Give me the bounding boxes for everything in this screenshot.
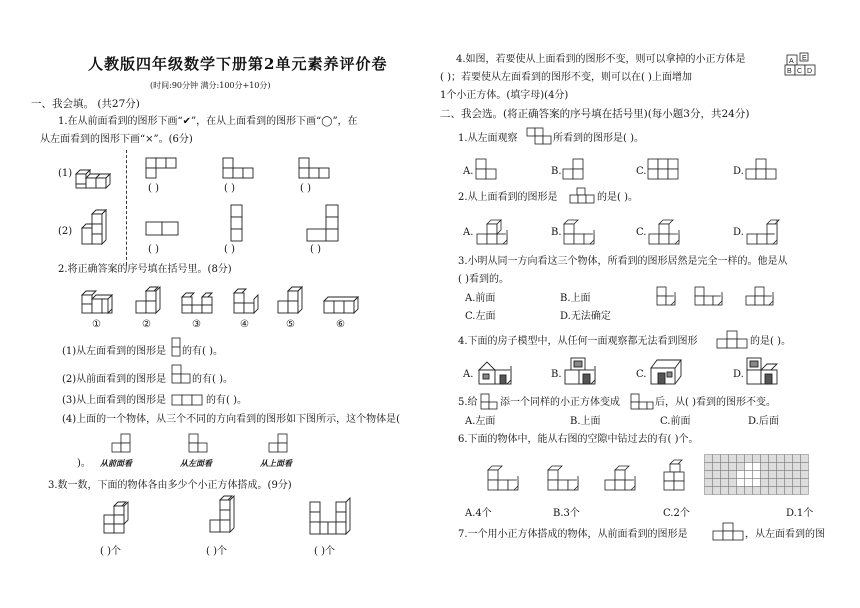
grid-cell bbox=[777, 455, 785, 463]
grid-gap-cell bbox=[745, 463, 753, 471]
grid-cell bbox=[793, 487, 801, 495]
grid-gap-cell bbox=[737, 471, 745, 479]
s2q6-opt-c[interactable]: C.2个 bbox=[663, 508, 690, 519]
grid-cell bbox=[777, 471, 785, 479]
s2q7-front-view bbox=[712, 522, 744, 542]
s2q3-line1: 3.小明从同一方向看这三个物体，所看到的图形居然是完全一样的。他是从 bbox=[458, 256, 788, 267]
cube-letter-b: B bbox=[787, 68, 792, 75]
q2-sub3-view bbox=[171, 394, 205, 406]
page-title: 人教版四年级数学下册第2单元素养评价卷 bbox=[88, 55, 388, 73]
q4-line1: 4.如图，若要使从上面看到的图形不变，则可以拿掉的小正方体是 bbox=[456, 54, 746, 65]
q3-answer-2[interactable]: ( )个 bbox=[206, 546, 227, 557]
grid-cell bbox=[761, 463, 769, 471]
grid-cell bbox=[785, 487, 793, 495]
s2q2-text-a: 2.从上面看到的图形是 bbox=[458, 192, 558, 203]
s2q2-opt-c-solid bbox=[647, 216, 687, 246]
q1-row2-answer-a[interactable]: ( ) bbox=[148, 244, 159, 255]
q2-label-3: ③ bbox=[192, 319, 201, 330]
grid-cell bbox=[745, 487, 753, 495]
q2-view-top bbox=[268, 433, 290, 455]
s2q1-solid bbox=[526, 126, 552, 150]
grid-cell bbox=[705, 479, 713, 487]
q1-prompt-line2: 从左面看到的图形下画“×”。(6分) bbox=[40, 134, 193, 145]
grid-cell bbox=[769, 455, 777, 463]
s2q2-opt-c[interactable]: C. bbox=[636, 227, 647, 238]
s2q4-house-d bbox=[745, 356, 787, 388]
grid-cell bbox=[753, 455, 761, 463]
q3-solid-3 bbox=[308, 496, 352, 536]
s2q6-opt-a[interactable]: A.4个 bbox=[465, 508, 492, 519]
s2q1-opt-a-figure bbox=[475, 158, 499, 180]
label-from-top: 从上面看 bbox=[260, 458, 292, 468]
q1-row2-answer-c[interactable]: ( ) bbox=[310, 244, 321, 255]
s2q3-opt-b[interactable]: B.上面 bbox=[560, 293, 591, 304]
grid-gap-cell bbox=[753, 479, 761, 487]
s2q5-after bbox=[630, 392, 654, 410]
grid-cell bbox=[769, 479, 777, 487]
q2-solid-3 bbox=[180, 287, 216, 315]
grid-cell bbox=[713, 479, 721, 487]
s2q5-text-c[interactable]: 后，从( )看到的图形不变。 bbox=[655, 397, 776, 408]
q2-label-6: ⑥ bbox=[336, 319, 345, 330]
cube-letter-e: E bbox=[802, 55, 807, 62]
q1-row1-answer-c[interactable]: ( ) bbox=[300, 183, 311, 194]
cube-letter-c: C bbox=[797, 68, 803, 75]
q2-sub4-answer[interactable]: )。 bbox=[77, 458, 91, 469]
label-from-front: 从前面看 bbox=[100, 458, 132, 468]
grid-cell bbox=[721, 487, 729, 495]
s2q4-view-shape bbox=[716, 330, 748, 350]
s2q1-opt-b-figure bbox=[562, 158, 586, 180]
q2-solid-6 bbox=[322, 287, 362, 315]
q3-answer-3[interactable]: ( )个 bbox=[314, 546, 335, 557]
q1-row1-view-b bbox=[222, 157, 254, 181]
grid-cell bbox=[713, 471, 721, 479]
grid-cell bbox=[801, 463, 809, 471]
grid-cell bbox=[705, 455, 713, 463]
q1-row2-solid-figure bbox=[78, 208, 112, 248]
q1-row2-label: (2) bbox=[58, 226, 73, 237]
grid-cell bbox=[761, 455, 769, 463]
grid-gap-cell bbox=[753, 471, 761, 479]
q1-row2-view-b bbox=[230, 204, 244, 242]
q2-sub2-answer[interactable]: 的有( )。 bbox=[192, 374, 233, 385]
s2q2-opt-d[interactable]: D. bbox=[733, 227, 744, 238]
q2-sub2-text: (2)从前面看到的图形是 bbox=[62, 374, 167, 385]
q2-solid-4 bbox=[232, 287, 262, 315]
s2q1-text-a: 1.从左面观察 bbox=[458, 133, 518, 144]
s2q1-text-b[interactable]: 所看到的图形是( )。 bbox=[553, 133, 644, 144]
grid-cell bbox=[801, 455, 809, 463]
grid-cell bbox=[769, 487, 777, 495]
grid-cell bbox=[785, 463, 793, 471]
grid-cell bbox=[801, 471, 809, 479]
s2q6-object-3 bbox=[603, 460, 643, 492]
cube-letter-a: A bbox=[789, 58, 794, 65]
s2q1-opt-d-figure bbox=[745, 158, 779, 180]
s2q2-text-b[interactable]: 的是( )。 bbox=[597, 192, 638, 203]
s2q3-opt-c[interactable]: C.左面 bbox=[465, 311, 496, 322]
grid-cell bbox=[729, 471, 737, 479]
q2-view-left bbox=[188, 433, 210, 455]
q2-solid-5 bbox=[276, 287, 310, 315]
s2q4-opt-a[interactable]: A. bbox=[463, 369, 474, 380]
q1-row2-view-a bbox=[145, 221, 179, 237]
s2q7-text-a: 7.一个用小正方体搭成的物体，从前面看到的图形是 bbox=[458, 529, 688, 540]
grid-cell bbox=[777, 487, 785, 495]
grid-cell bbox=[785, 455, 793, 463]
s2q4-opt-b[interactable]: B. bbox=[551, 369, 562, 380]
q1-row1-answer-b[interactable]: ( ) bbox=[224, 183, 235, 194]
s2q6-object-2 bbox=[546, 460, 586, 492]
grid-cell bbox=[721, 471, 729, 479]
q1-row2-view-c bbox=[306, 204, 340, 242]
grid-cell bbox=[761, 479, 769, 487]
grid-gap-cell bbox=[737, 479, 745, 487]
q2-sub2-view bbox=[171, 364, 191, 384]
grid-cell bbox=[729, 479, 737, 487]
grid-cell bbox=[705, 471, 713, 479]
grid-cell bbox=[793, 479, 801, 487]
grid-cell bbox=[769, 471, 777, 479]
q2-label-1: ① bbox=[92, 319, 101, 330]
grid-cell bbox=[761, 471, 769, 479]
grid-cell bbox=[801, 479, 809, 487]
s2q2-opt-b[interactable]: B. bbox=[551, 227, 562, 238]
q1-row1-label: (1) bbox=[58, 168, 73, 179]
grid-cell bbox=[785, 479, 793, 487]
grid-cell bbox=[753, 487, 761, 495]
s2q2-opt-a[interactable]: A. bbox=[463, 227, 474, 238]
grid-cell bbox=[801, 487, 809, 495]
grid-gap-cell bbox=[753, 463, 761, 471]
q3-answer-1[interactable]: ( )个 bbox=[100, 546, 121, 557]
grid-cell bbox=[721, 463, 729, 471]
section1-heading: 一、我会填。 (共27分) bbox=[31, 98, 140, 110]
grid-cell bbox=[737, 463, 745, 471]
s2q4-house-b bbox=[563, 356, 605, 388]
grid-cell bbox=[705, 463, 713, 471]
q4-line3: 1个小正方体。(填字母)(4分) bbox=[440, 90, 569, 101]
s2q6-opt-d[interactable]: D.1个 bbox=[786, 508, 814, 519]
s2q1-opt-a[interactable]: A. bbox=[463, 166, 474, 177]
q2-view-front bbox=[111, 433, 133, 455]
s2q5-text-a: 5.给 bbox=[458, 397, 478, 408]
s2q2-opt-d-solid bbox=[745, 216, 785, 246]
label-from-left: 从左面看 bbox=[180, 458, 212, 468]
section2-heading: 二、我会选。(将正确答案的序号填在括号里)(每小题3分，共24分) bbox=[440, 108, 750, 120]
s2q5-opt-b[interactable]: B.上面 bbox=[570, 416, 601, 427]
grid-cell bbox=[777, 479, 785, 487]
s2q6-object-4 bbox=[660, 460, 700, 492]
s2q4-text-a: 4.下面的房子模型中，从任何一面观察都无法看到图形 bbox=[458, 336, 698, 347]
s2q4-house-c bbox=[648, 356, 690, 388]
grid-cell bbox=[761, 487, 769, 495]
s2q1-opt-d[interactable]: D. bbox=[733, 166, 744, 177]
s2q4-text-b[interactable]: 的是( )。 bbox=[750, 336, 791, 347]
s2q1-opt-c[interactable]: C. bbox=[636, 166, 647, 177]
s2q1-opt-b[interactable]: B. bbox=[551, 166, 562, 177]
s2q5-text-b: 添一个同样的小正方体变成 bbox=[500, 397, 620, 408]
grid-cell bbox=[793, 455, 801, 463]
q1-row1-solid-figure bbox=[74, 160, 118, 192]
s2q3-object-1 bbox=[655, 283, 681, 309]
s2q5-opt-d[interactable]: D.后面 bbox=[748, 416, 779, 427]
s2q6-grid-gap bbox=[704, 454, 808, 496]
s2q3-line2[interactable]: ( )看到的。 bbox=[458, 274, 509, 285]
grid-cell bbox=[705, 487, 713, 495]
s2q5-opt-a[interactable]: A.左面 bbox=[465, 416, 496, 427]
grid-gap-cell bbox=[745, 471, 753, 479]
q2-label-2: ② bbox=[142, 319, 151, 330]
s2q6-opt-b[interactable]: B.3个 bbox=[553, 508, 580, 519]
s2q5-opt-c[interactable]: C.前面 bbox=[660, 416, 691, 427]
grid-cell bbox=[721, 479, 729, 487]
q2-sub4-text: (4)上面的一个物体，从三个不同的方向看到的图形如下图所示，这个物体是( bbox=[62, 414, 401, 425]
s2q7-text-b: ，从左面看到的图 bbox=[745, 529, 825, 540]
exam-meta: (时间:90分钟 满分:100分+10分) bbox=[150, 81, 271, 90]
grid-cell bbox=[793, 471, 801, 479]
grid-cell bbox=[769, 463, 777, 471]
q1-row1-view-a bbox=[145, 157, 177, 181]
q4-line2: ( )；若要使从左面看到的图形不变，则可以在( )上面增加 bbox=[440, 72, 692, 83]
q1-row2-answer-b[interactable]: ( ) bbox=[224, 244, 235, 255]
s2q6-prompt: 6.下面的物体中，能从右图的空隙中钻过去的有( )个。 bbox=[458, 434, 699, 445]
q4-lettered-cubes bbox=[784, 51, 822, 79]
q2-label-4: ④ bbox=[240, 319, 249, 330]
q2-prompt: 2.将正确答案的序号填在括号里。(8分) bbox=[58, 264, 232, 275]
q2-sub1-view bbox=[171, 337, 181, 357]
q1-prompt-line1: 1.在从前面看到的图形下画“✔”，在从上面看到的图形下画“◯”，在 bbox=[58, 116, 358, 127]
s2q6-object-1 bbox=[486, 460, 526, 492]
s2q3-opt-d[interactable]: D.无法确定 bbox=[560, 311, 611, 322]
q2-solid-2 bbox=[134, 287, 164, 315]
grid-cell bbox=[729, 487, 737, 495]
s2q5-before bbox=[480, 392, 498, 410]
grid-gap-cell bbox=[745, 479, 753, 487]
grid-cell bbox=[713, 487, 721, 495]
divider-dashed bbox=[126, 150, 127, 265]
s2q3-object-3 bbox=[744, 283, 782, 309]
s2q3-object-2 bbox=[693, 283, 731, 309]
grid-cell bbox=[785, 471, 793, 479]
q2-sub1-text: (1)从左面看到的图形是 bbox=[62, 346, 167, 357]
q2-sub3-answer[interactable]: 的有( )。 bbox=[206, 395, 247, 406]
s2q4-house-a bbox=[476, 358, 518, 388]
cube-letter-d: D bbox=[807, 68, 813, 75]
s2q4-opt-c[interactable]: C. bbox=[636, 369, 647, 380]
s2q4-opt-d[interactable]: D. bbox=[733, 369, 744, 380]
grid-cell bbox=[729, 455, 737, 463]
grid-cell bbox=[793, 463, 801, 471]
grid-cell bbox=[721, 455, 729, 463]
grid-cell bbox=[745, 455, 753, 463]
q3-solid-1 bbox=[100, 500, 140, 534]
grid-cell bbox=[713, 455, 721, 463]
q2-label-5: ⑤ bbox=[286, 319, 295, 330]
s2q3-opt-a[interactable]: A.前面 bbox=[465, 293, 496, 304]
grid-cell bbox=[713, 463, 721, 471]
grid-cell bbox=[737, 487, 745, 495]
q2-sub3-text: (3)从上面看到的图形是 bbox=[62, 395, 167, 406]
s2q2-opt-a-solid bbox=[475, 216, 515, 246]
q2-solid-1 bbox=[80, 287, 116, 315]
q2-sub1-answer[interactable]: 的有( )。 bbox=[182, 346, 223, 357]
q1-row1-view-c bbox=[298, 157, 330, 181]
s2q2-opt-b-solid bbox=[562, 216, 602, 246]
grid-cell bbox=[729, 463, 737, 471]
q1-row1-answer-a[interactable]: ( ) bbox=[148, 183, 159, 194]
s2q1-opt-c-figure bbox=[647, 158, 681, 180]
q3-prompt: 3.数一数，下面的物体各由多少个小正方体搭成。(9分) bbox=[48, 480, 292, 491]
grid-cell bbox=[737, 455, 745, 463]
grid-cell bbox=[777, 463, 785, 471]
q3-solid-2 bbox=[208, 494, 242, 536]
s2q2-top-view bbox=[569, 187, 595, 209]
